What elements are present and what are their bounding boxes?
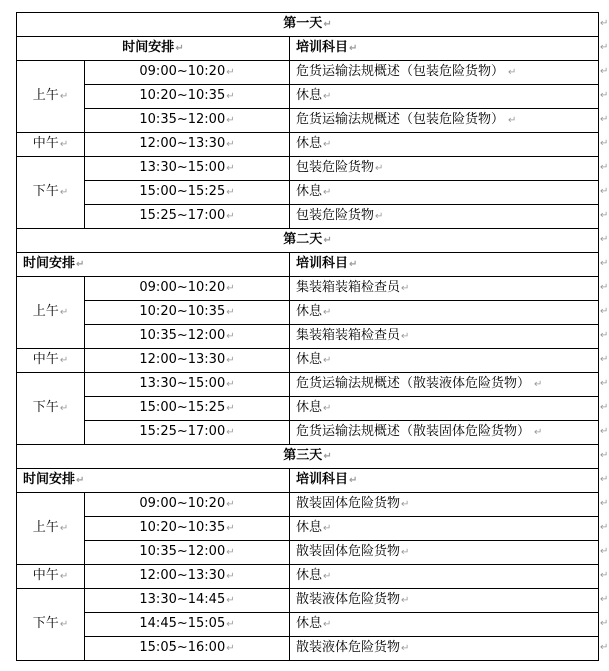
time-cell (85, 589, 290, 613)
paragraph-mark-icon: ↵ (401, 499, 410, 510)
row-end-mark-icon: ↵ (600, 474, 609, 485)
training-schedule-document (16, 12, 598, 661)
paragraph-mark-icon: ↵ (226, 211, 235, 222)
period-cell (17, 157, 85, 229)
schedule-row (17, 133, 599, 157)
paragraph-mark-icon: ↵ (323, 571, 332, 582)
paragraph-mark-icon: ↵ (508, 115, 517, 126)
paragraph-mark-icon: ↵ (59, 403, 69, 414)
subject-cell (290, 541, 599, 565)
row-end-mark-icon: ↵ (600, 522, 609, 533)
paragraph-mark-icon: ↵ (401, 331, 410, 342)
period-label: 下午 (32, 400, 59, 415)
paragraph-mark-icon: ↵ (323, 619, 332, 630)
period-label: 中午 (32, 568, 59, 583)
paragraph-mark-icon: ↵ (59, 355, 69, 366)
subject-cell (290, 493, 599, 517)
time-range: 10:35~12:00 (139, 544, 226, 559)
subject-text: 散装固体危险货物 (296, 496, 401, 511)
subject-cell (290, 277, 599, 301)
paragraph-mark-icon: ↵ (534, 427, 543, 438)
row-end-mark-icon: ↵ (600, 114, 609, 125)
period-label: 上午 (32, 304, 59, 319)
subject-cell (290, 325, 599, 349)
row-end-mark-icon: ↵ (600, 210, 609, 221)
paragraph-mark-icon: ↵ (226, 187, 235, 198)
paragraph-mark-icon: ↵ (323, 355, 332, 366)
day-title-text: 第三天 (283, 448, 323, 463)
row-end-mark-icon: ↵ (600, 18, 609, 29)
period-cell (17, 349, 85, 373)
schedule-row (17, 109, 599, 133)
paragraph-mark-icon: ↵ (323, 19, 332, 30)
paragraph-mark-icon: ↵ (349, 43, 358, 54)
paragraph-mark-icon: ↵ (226, 331, 235, 342)
paragraph-mark-icon: ↵ (401, 283, 410, 294)
subject-text: 休息 (296, 352, 323, 367)
subject-text: 休息 (296, 88, 323, 103)
subject-cell (290, 181, 599, 205)
schedule-row (17, 565, 599, 589)
subject-cell (290, 157, 599, 181)
day-title-row (17, 445, 599, 469)
subject-text: 散装液体危险货物 (296, 640, 401, 655)
day-title (17, 445, 599, 469)
row-end-mark-icon: ↵ (600, 42, 609, 53)
subject-text: 包装危险货物 (296, 160, 375, 175)
header-subject-text: 培训科目 (296, 40, 349, 55)
subject-cell (290, 301, 599, 325)
paragraph-mark-icon: ↵ (323, 307, 332, 318)
row-end-mark-icon: ↵ (600, 162, 609, 173)
row-end-mark-icon: ↵ (600, 354, 609, 365)
paragraph-mark-icon: ↵ (226, 379, 235, 390)
schedule-row (17, 301, 599, 325)
header-subject (290, 469, 599, 493)
time-range: 14:45~15:05 (139, 616, 226, 631)
row-end-mark-icon: ↵ (600, 186, 609, 197)
time-range: 15:00~15:25 (139, 184, 226, 199)
subject-cell (290, 613, 599, 637)
row-end-mark-icon: ↵ (600, 594, 609, 605)
subject-cell (290, 517, 599, 541)
paragraph-mark-icon: ↵ (226, 139, 235, 150)
row-end-mark-icon: ↵ (600, 546, 609, 557)
time-range: 10:20~10:35 (139, 304, 226, 319)
schedule-table (16, 12, 599, 661)
time-range: 15:25~17:00 (139, 424, 226, 439)
period-label: 下午 (32, 184, 59, 199)
schedule-row (17, 421, 599, 445)
day-title-text: 第一天 (283, 16, 323, 31)
time-range: 10:20~10:35 (139, 88, 226, 103)
row-end-mark-icon: ↵ (600, 66, 609, 77)
subject-text: 散装液体危险货物 (296, 592, 401, 607)
time-range: 13:30~15:00 (139, 160, 226, 175)
time-cell (85, 373, 290, 397)
subject-cell (290, 205, 599, 229)
paragraph-mark-icon: ↵ (401, 643, 410, 654)
paragraph-mark-icon: ↵ (323, 235, 332, 246)
subject-cell (290, 373, 599, 397)
period-cell (17, 373, 85, 445)
header-time (17, 37, 290, 61)
paragraph-mark-icon: ↵ (59, 619, 69, 630)
row-end-mark-icon: ↵ (600, 450, 609, 461)
time-range: 15:25~17:00 (139, 208, 226, 223)
period-cell (17, 565, 85, 589)
time-range: 13:30~15:00 (139, 376, 226, 391)
header-subject-text: 培训科目 (296, 256, 349, 271)
schedule-row (17, 397, 599, 421)
period-label: 上午 (32, 88, 59, 103)
paragraph-mark-icon: ↵ (375, 211, 384, 222)
subject-cell (290, 397, 599, 421)
time-cell (85, 421, 290, 445)
subject-text: 危货运输法规概述（包装危险货物） (296, 64, 505, 79)
time-cell (85, 637, 290, 661)
subject-cell (290, 109, 599, 133)
period-cell (17, 277, 85, 349)
schedule-row (17, 589, 599, 613)
row-end-mark-icon: ↵ (600, 642, 609, 653)
time-range: 12:00~13:30 (139, 352, 226, 367)
paragraph-mark-icon: ↵ (226, 115, 235, 126)
header-time-text: 时间安排 (122, 40, 175, 55)
subject-text: 集装箱装箱检查员 (296, 328, 401, 343)
paragraph-mark-icon: ↵ (226, 547, 235, 558)
paragraph-mark-icon: ↵ (59, 571, 69, 582)
time-range: 12:00~13:30 (139, 136, 226, 151)
row-end-mark-icon: ↵ (600, 498, 609, 509)
paragraph-mark-icon: ↵ (175, 43, 184, 54)
subject-text: 休息 (296, 184, 323, 199)
schedule-row (17, 493, 599, 517)
period-label: 上午 (32, 520, 59, 535)
time-range: 09:00~10:20 (139, 496, 226, 511)
subject-text: 休息 (296, 520, 323, 535)
schedule-row (17, 541, 599, 565)
subject-cell (290, 349, 599, 373)
paragraph-mark-icon: ↵ (226, 427, 235, 438)
paragraph-mark-icon: ↵ (349, 259, 358, 270)
time-cell (85, 565, 290, 589)
time-range: 09:00~10:20 (139, 280, 226, 295)
paragraph-mark-icon: ↵ (323, 523, 332, 534)
paragraph-mark-icon: ↵ (323, 91, 332, 102)
time-cell (85, 61, 290, 85)
subject-cell (290, 637, 599, 661)
paragraph-mark-icon: ↵ (401, 547, 410, 558)
day-title-row (17, 229, 599, 253)
subject-text: 危货运输法规概述（包装危险货物） (296, 112, 505, 127)
row-end-mark-icon: ↵ (600, 426, 609, 437)
time-cell (85, 205, 290, 229)
paragraph-mark-icon: ↵ (534, 379, 543, 390)
time-range: 12:00~13:30 (139, 568, 226, 583)
subject-text: 休息 (296, 304, 323, 319)
time-cell (85, 157, 290, 181)
paragraph-mark-icon: ↵ (226, 67, 235, 78)
paragraph-mark-icon: ↵ (375, 163, 384, 174)
paragraph-mark-icon: ↵ (323, 187, 332, 198)
schedule-row (17, 637, 599, 661)
row-end-marks (600, 12, 608, 660)
paragraph-mark-icon: ↵ (226, 91, 235, 102)
time-range: 10:35~12:00 (139, 112, 226, 127)
paragraph-mark-icon: ↵ (401, 595, 410, 606)
time-cell (85, 133, 290, 157)
header-subject (290, 37, 599, 61)
time-cell (85, 109, 290, 133)
time-range: 10:20~10:35 (139, 520, 226, 535)
paragraph-mark-icon: ↵ (226, 307, 235, 318)
subject-text: 包装危险货物 (296, 208, 375, 223)
paragraph-mark-icon: ↵ (226, 595, 235, 606)
day-title (17, 13, 599, 37)
time-cell (85, 397, 290, 421)
paragraph-mark-icon: ↵ (59, 307, 69, 318)
time-cell (85, 325, 290, 349)
paragraph-mark-icon: ↵ (349, 475, 358, 486)
time-range: 13:30~14:45 (139, 592, 226, 607)
paragraph-mark-icon: ↵ (226, 499, 235, 510)
row-end-mark-icon: ↵ (600, 402, 609, 413)
paragraph-mark-icon: ↵ (59, 523, 69, 534)
paragraph-mark-icon: ↵ (323, 451, 332, 462)
time-range: 15:05~16:00 (139, 640, 226, 655)
paragraph-mark-icon: ↵ (226, 643, 235, 654)
header-row (17, 37, 599, 61)
day-title (17, 229, 599, 253)
time-cell (85, 181, 290, 205)
paragraph-mark-icon: ↵ (226, 283, 235, 294)
period-cell (17, 493, 85, 565)
day-title-row (17, 13, 599, 37)
paragraph-mark-icon: ↵ (76, 259, 85, 270)
time-range: 09:00~10:20 (139, 64, 226, 79)
period-label: 中午 (32, 352, 59, 367)
schedule-row (17, 181, 599, 205)
subject-cell (290, 421, 599, 445)
subject-text: 休息 (296, 616, 323, 631)
row-end-mark-icon: ↵ (600, 138, 609, 149)
schedule-row (17, 205, 599, 229)
schedule-row (17, 325, 599, 349)
paragraph-mark-icon: ↵ (323, 403, 332, 414)
subject-text: 休息 (296, 568, 323, 583)
period-cell (17, 589, 85, 661)
schedule-row (17, 613, 599, 637)
time-cell (85, 613, 290, 637)
paragraph-mark-icon: ↵ (76, 475, 85, 486)
time-cell (85, 277, 290, 301)
subject-cell (290, 565, 599, 589)
time-range: 15:00~15:25 (139, 400, 226, 415)
schedule-row (17, 157, 599, 181)
header-subject-text: 培训科目 (296, 472, 349, 487)
subject-cell (290, 61, 599, 85)
paragraph-mark-icon: ↵ (226, 163, 235, 174)
subject-text: 集装箱装箱检查员 (296, 280, 401, 295)
header-row (17, 253, 599, 277)
time-cell (85, 541, 290, 565)
paragraph-mark-icon: ↵ (323, 139, 332, 150)
time-cell (85, 85, 290, 109)
header-time-text: 时间安排 (23, 256, 76, 271)
subject-text: 危货运输法规概述（散装固体危险货物） (296, 424, 531, 439)
header-row (17, 469, 599, 493)
subject-text: 休息 (296, 400, 323, 415)
row-end-mark-icon: ↵ (600, 306, 609, 317)
header-time (17, 253, 290, 277)
row-end-mark-icon: ↵ (600, 282, 609, 293)
day-title-text: 第二天 (283, 232, 323, 247)
paragraph-mark-icon: ↵ (226, 523, 235, 534)
time-cell (85, 517, 290, 541)
subject-cell (290, 589, 599, 613)
subject-text: 散装固体危险货物 (296, 544, 401, 559)
schedule-row (17, 277, 599, 301)
schedule-row (17, 373, 599, 397)
time-cell (85, 349, 290, 373)
time-range: 10:35~12:00 (139, 328, 226, 343)
paragraph-mark-icon: ↵ (508, 67, 517, 78)
paragraph-mark-icon: ↵ (226, 403, 235, 414)
subject-cell (290, 133, 599, 157)
row-end-mark-icon: ↵ (600, 234, 609, 245)
paragraph-mark-icon: ↵ (59, 91, 69, 102)
period-cell (17, 133, 85, 157)
schedule-row (17, 85, 599, 109)
row-end-mark-icon: ↵ (600, 378, 609, 389)
header-subject (290, 253, 599, 277)
paragraph-mark-icon: ↵ (226, 571, 235, 582)
row-end-mark-icon: ↵ (600, 258, 609, 269)
schedule-row (17, 517, 599, 541)
row-end-mark-icon: ↵ (600, 618, 609, 629)
schedule-row (17, 61, 599, 85)
period-label: 下午 (32, 616, 59, 631)
paragraph-mark-icon: ↵ (226, 619, 235, 630)
period-label: 中午 (32, 136, 59, 151)
time-cell (85, 301, 290, 325)
schedule-row (17, 349, 599, 373)
subject-cell (290, 85, 599, 109)
row-end-mark-icon: ↵ (600, 570, 609, 581)
row-end-mark-icon: ↵ (600, 330, 609, 341)
row-end-mark-icon: ↵ (600, 90, 609, 101)
paragraph-mark-icon: ↵ (226, 355, 235, 366)
subject-text: 危货运输法规概述（散装液体危险货物） (296, 376, 531, 391)
header-time-text: 时间安排 (23, 472, 76, 487)
time-cell (85, 493, 290, 517)
period-cell (17, 61, 85, 133)
paragraph-mark-icon: ↵ (59, 139, 69, 150)
paragraph-mark-icon: ↵ (59, 187, 69, 198)
subject-text: 休息 (296, 136, 323, 151)
header-time (17, 469, 290, 493)
